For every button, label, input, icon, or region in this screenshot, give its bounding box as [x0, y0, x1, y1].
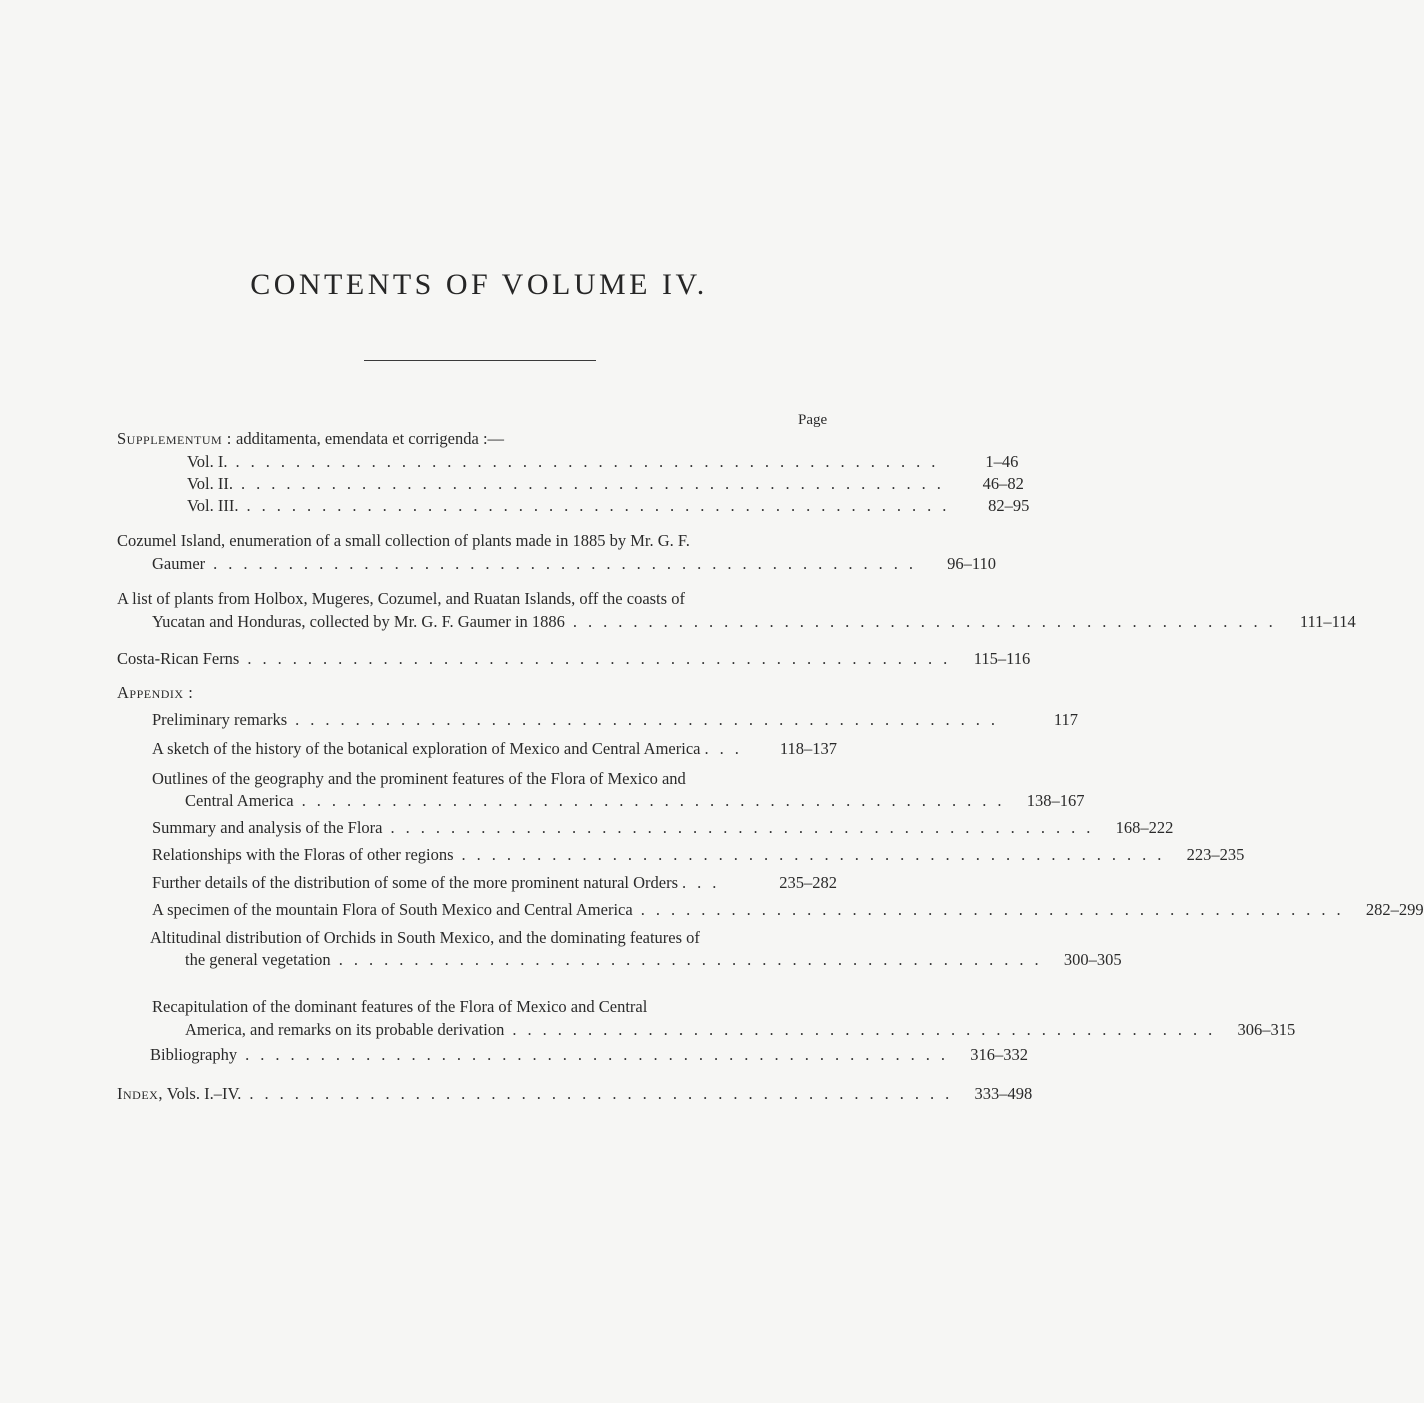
leader-dots: ............................................... — [301, 791, 1013, 810]
index-label: Index, — [117, 1084, 163, 1103]
entry-pages: 168–222 — [1115, 818, 1174, 837]
leader-dots: ............................................... — [241, 474, 952, 493]
entry-label: Summary and analysis of the Flora — [152, 818, 383, 837]
toc-entry-holbox[interactable] — [117, 611, 1356, 633]
toc-entry-preliminary[interactable] — [117, 709, 1079, 731]
entry-label: Costa-Rican Ferns — [117, 649, 240, 668]
toc-entry-holbox-line1: A list of plants from Holbox, Mugeres, Cozumel, and Ruatan Islands, off the coasts of — [117, 589, 685, 608]
leader-dots: ............................................... — [247, 649, 959, 668]
leader-dots: ............................................... — [245, 1045, 956, 1064]
entry-pages: 333–498 — [974, 1084, 1033, 1103]
toc-entry-vol-3[interactable] — [117, 495, 1030, 517]
supplementum-text: additamenta, emendata et corrigenda :— — [236, 429, 505, 448]
toc-entry-relationships[interactable] — [117, 844, 1245, 866]
entry-label: Bibliography — [150, 1045, 238, 1064]
entry-label: Central America — [185, 791, 294, 810]
entry-pages: 300–305 — [1063, 950, 1122, 969]
entry-label: Vol. I. — [187, 452, 228, 471]
entry-label: A sketch of the history of the botanical exploration of Mexico and Central America — [152, 739, 701, 758]
toc-entry-geography[interactable] — [117, 790, 1085, 812]
leader-dots: ... — [704, 739, 750, 758]
toc-entry-orchids-line1: Altitudinal distribution of Orchids in South Mexico, and the dominating features of — [150, 928, 700, 947]
entry-label: the general vegetation — [185, 950, 331, 969]
toc-entry-recapitulation[interactable] — [117, 1019, 1296, 1041]
leader-dots: ............................................... — [249, 1084, 961, 1103]
leader-dots: ............................................... — [390, 818, 1102, 837]
entry-pages: 223–235 — [1186, 845, 1245, 864]
toc-entry-cozumel[interactable] — [117, 553, 997, 575]
title-rule — [364, 360, 596, 361]
entry-label: Relationships with the Floras of other regions — [152, 845, 454, 864]
leader-dots: ............................................... — [640, 900, 1352, 919]
toc-entry-ferns[interactable] — [117, 648, 1031, 670]
leader-dots: ............................................... — [235, 452, 947, 471]
entry-pages: 1–46 — [985, 452, 1019, 471]
toc-entry-geography-line1: Outlines of the geography and the prominent features of the Flora of Mexico and — [152, 769, 686, 788]
entry-label: Gaumer — [152, 554, 206, 573]
toc-entry-mountain-flora[interactable] — [117, 899, 1424, 921]
supplementum-heading — [117, 428, 837, 450]
entry-pages: 111–114 — [1299, 612, 1356, 631]
entry-label: Vol. III. — [187, 496, 239, 515]
leader-dots: ............................................... — [461, 845, 1173, 864]
leader-dots: ............................................... — [512, 1020, 1224, 1039]
toc-entry-history[interactable] — [117, 738, 837, 760]
toc-entry-bibliography[interactable] — [117, 1044, 1028, 1066]
leader-dots: ............................................... — [246, 496, 958, 515]
leader-dots: ............................................... — [295, 710, 1007, 729]
entry-pages: 138–167 — [1026, 791, 1085, 810]
toc-entry-orchids[interactable] — [117, 949, 1122, 971]
entry-pages: 46–82 — [982, 474, 1024, 493]
entry-pages: 82–95 — [988, 496, 1030, 515]
toc-entry-summary[interactable] — [117, 817, 1174, 839]
entry-pages: 282–299 — [1365, 900, 1424, 919]
appendix-heading: Appendix : — [117, 683, 194, 702]
toc-entry-cozumel-line1: Cozumel Island, enumeration of a small collection of plants made in 1885 by Mr. G. F. — [117, 531, 690, 550]
entry-label: Yucatan and Honduras, collected by Mr. G. F. Gaumer in 1886 — [152, 612, 565, 631]
page-column-header: Page — [798, 412, 828, 428]
leader-dots: ... — [682, 873, 728, 892]
index-text: Vols. I.–IV. — [166, 1084, 242, 1103]
entry-label — [117, 1083, 241, 1105]
entry-pages: 118–137 — [779, 739, 837, 758]
entry-label: America, and remarks on its probable derivation — [185, 1020, 505, 1039]
leader-dots: ............................................... — [338, 950, 1050, 969]
leader-dots: ............................................... — [213, 554, 925, 573]
entry-label: Vol. II. — [187, 474, 233, 493]
entry-pages: 115–116 — [973, 649, 1031, 668]
toc-entry-vol-1[interactable] — [117, 451, 1019, 473]
entry-pages: 316–332 — [970, 1045, 1028, 1064]
toc-entry-further-details[interactable] — [117, 872, 837, 894]
entry-pages: 96–110 — [947, 554, 997, 573]
entry-pages: 117 — [1053, 710, 1079, 729]
entry-pages: 235–282 — [779, 873, 837, 892]
leader-dots: ............................................... — [572, 612, 1284, 631]
page-title: CONTENTS OF VOLUME IV. — [250, 268, 708, 301]
entry-label: Further details of the distribution of some of the more prominent natural Orders — [152, 873, 679, 892]
entry-pages: 306–315 — [1237, 1020, 1296, 1039]
toc-entry-index[interactable] — [117, 1083, 1033, 1105]
entry-label: A specimen of the mountain Flora of South Mexico and Central America — [152, 900, 633, 919]
toc-entry-recapitulation-line1: Recapitulation of the dominant features of the Flora of Mexico and Central — [152, 997, 648, 1016]
supplementum-label: Supplementum : — [117, 429, 232, 448]
toc-entry-vol-2[interactable] — [117, 473, 1024, 495]
entry-label: Preliminary remarks — [152, 710, 288, 729]
